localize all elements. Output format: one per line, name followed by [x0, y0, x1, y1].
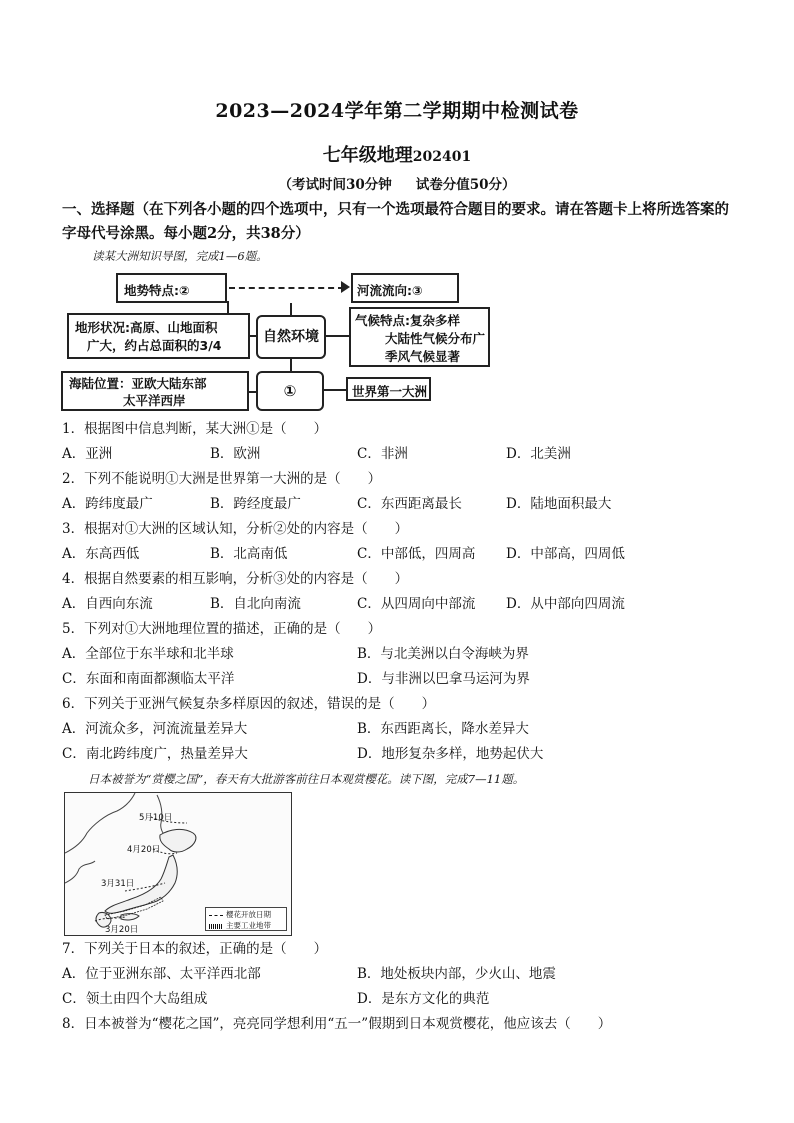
- q4-option-d[interactable]: D．从中部向四周流: [506, 596, 625, 612]
- location-line-2: 太平洋西岸: [123, 393, 186, 408]
- landform-line-2: 广大，约占总面积的3/4: [87, 338, 222, 353]
- q4-option-b[interactable]: B．自北向南流: [210, 596, 301, 612]
- subject-title: 七年级地理: [322, 145, 413, 166]
- center-node: 自然环境: [256, 315, 326, 359]
- q2-option-d[interactable]: D．陆地面积最大: [506, 496, 612, 512]
- landform-box: [67, 313, 250, 359]
- date-label-3-20: 3月20日: [105, 925, 139, 935]
- intro-text-1: 读某大洲知识导图，完成1—6题。: [92, 249, 268, 263]
- climate-line-1: 气候特点:复杂多样: [355, 313, 460, 328]
- q2-option-b[interactable]: B．跨经度最广: [210, 496, 301, 512]
- landform-line-1: 地形状况:高原、山地面积: [75, 320, 218, 335]
- q1-option-c[interactable]: C．非洲: [357, 446, 408, 462]
- exam-subtitle: [0, 141, 794, 167]
- connector: [249, 335, 257, 337]
- q3-option-b[interactable]: B．北高南低: [210, 546, 288, 562]
- node-1: ①: [256, 371, 324, 411]
- q3-option-c[interactable]: C．中部低，四周高: [357, 546, 476, 562]
- legend-item-bloom: [209, 909, 283, 920]
- q5-option-d[interactable]: D．与非洲以巴拿马运河为界: [357, 671, 530, 687]
- q1-option-b[interactable]: B．欧洲: [210, 446, 261, 462]
- q7-option-a[interactable]: A．位于亚洲东部、太平洋西北部: [62, 966, 261, 982]
- exam-info: [0, 173, 794, 193]
- connector: [249, 391, 256, 393]
- question-8: 8．日本被誉为“樱花之国”，亮亮同学想利用“五一”假期到日本观赏樱花，他应该去（ ）: [62, 1016, 612, 1032]
- date-label-3-31: 3月31日: [101, 879, 135, 889]
- connector: [290, 303, 292, 315]
- hokkaido: [160, 829, 196, 852]
- dotted-line-icon: [209, 915, 223, 916]
- question-6: 6．下列关于亚洲气候复杂多样原因的叙述，错误的是（ ）: [62, 696, 436, 712]
- korea-coast: [65, 861, 95, 883]
- connector: [290, 359, 292, 371]
- connector: [326, 335, 349, 337]
- q3-option-a[interactable]: A．东高西低: [62, 546, 140, 562]
- question-7: 7．下列关于日本的叙述，正确的是（ ）: [62, 941, 328, 957]
- q3-option-d[interactable]: D．中部高，四周低: [506, 546, 625, 562]
- arrow-head: [341, 281, 350, 293]
- dashed-arrow: [229, 287, 344, 289]
- continent-coast: [65, 793, 135, 853]
- q6-option-b[interactable]: B．东西距离长，降水差异大: [357, 721, 529, 737]
- legend-item-industry: [209, 920, 283, 931]
- intro-text-2: 日本被誉为“赏樱之国”，春天有大批游客前往日本观赏樱花。读下图，完成7—11题。: [88, 772, 525, 786]
- exam-time: （考试时间30分钟: [278, 177, 392, 193]
- exam-title: 2023—2024学年第二学期期中检测试卷: [215, 100, 579, 122]
- location-box: [61, 371, 249, 411]
- q4-option-a[interactable]: A．自西向东流: [62, 596, 153, 612]
- connector: [227, 301, 229, 313]
- climate-line-3: 季风气候显著: [385, 349, 461, 364]
- q5-option-b[interactable]: B．与北美洲以白令海峡为界: [357, 646, 529, 662]
- question-4: 4．根据自然要素的相互影响，分析③处的内容是（ ）: [62, 571, 409, 587]
- q7-option-c[interactable]: C．领土由四个大岛组成: [62, 991, 208, 1007]
- q5-option-a[interactable]: A．全部位于东半球和北半球: [62, 646, 234, 662]
- q6-option-a[interactable]: A．河流众多，河流流量差异大: [62, 721, 248, 737]
- q1-option-d[interactable]: D．北美洲: [506, 446, 571, 462]
- exam-score: 试卷分值50分）: [415, 177, 516, 193]
- hatched-area-icon: [209, 924, 223, 929]
- q5-option-c[interactable]: C．东面和南面都濒临太平洋: [62, 671, 235, 687]
- river-box: 河流流向:③: [351, 273, 459, 303]
- climate-box: [349, 307, 490, 367]
- q7-option-b[interactable]: B．地处板块内部，少火山、地震: [357, 966, 556, 982]
- q2-option-a[interactable]: A．跨纬度最广: [62, 496, 153, 512]
- question-2: 2．下列不能说明①大洲是世界第一大洲的是（ ）: [62, 471, 382, 487]
- q7-option-d[interactable]: D．是东方文化的典范: [357, 991, 490, 1007]
- question-5: 5．下列对①大洲地理位置的描述，正确的是（ ）: [62, 621, 382, 637]
- legend-industry-label: 主要工业地带: [226, 921, 271, 930]
- japan-map: [64, 792, 292, 936]
- date-label-5-10: 5月10日: [139, 813, 173, 823]
- largest-box: 世界第一大洲: [346, 377, 431, 401]
- question-3: 3．根据对①大洲的区域认知，分析②处的内容是（ ）: [62, 521, 409, 537]
- q1-option-a[interactable]: A．亚洲: [62, 446, 113, 462]
- date-label-4-20: 4月20日: [127, 845, 161, 855]
- location-line-1: 海陆位置：亚欧大陆东部: [69, 376, 207, 391]
- legend-bloom-label: 樱花开放日期: [226, 910, 271, 919]
- connector: [324, 389, 346, 391]
- map-legend: [205, 907, 287, 931]
- q6-option-c[interactable]: C．南北跨纬度广，热量差异大: [62, 746, 248, 762]
- q6-option-d[interactable]: D．地形复杂多样，地势起伏大: [357, 746, 544, 762]
- q4-option-c[interactable]: C．从四周向中部流: [357, 596, 476, 612]
- q2-option-c[interactable]: C．东西距离最长: [357, 496, 462, 512]
- climate-line-2: 大陆性气候分布广: [385, 331, 486, 346]
- exam-code: 202401: [412, 149, 472, 165]
- section-heading: 一、选择题（在下列各小题的四个选项中，只有一个选项最符合题目的要求。请在答题卡上将所选答案的字母代号涂黑。每小题2分，共38分）: [62, 201, 729, 242]
- question-1: 1．根据图中信息判断，某大洲①是（ ）: [62, 421, 328, 437]
- terrain-box: 地势特点:②: [116, 273, 227, 303]
